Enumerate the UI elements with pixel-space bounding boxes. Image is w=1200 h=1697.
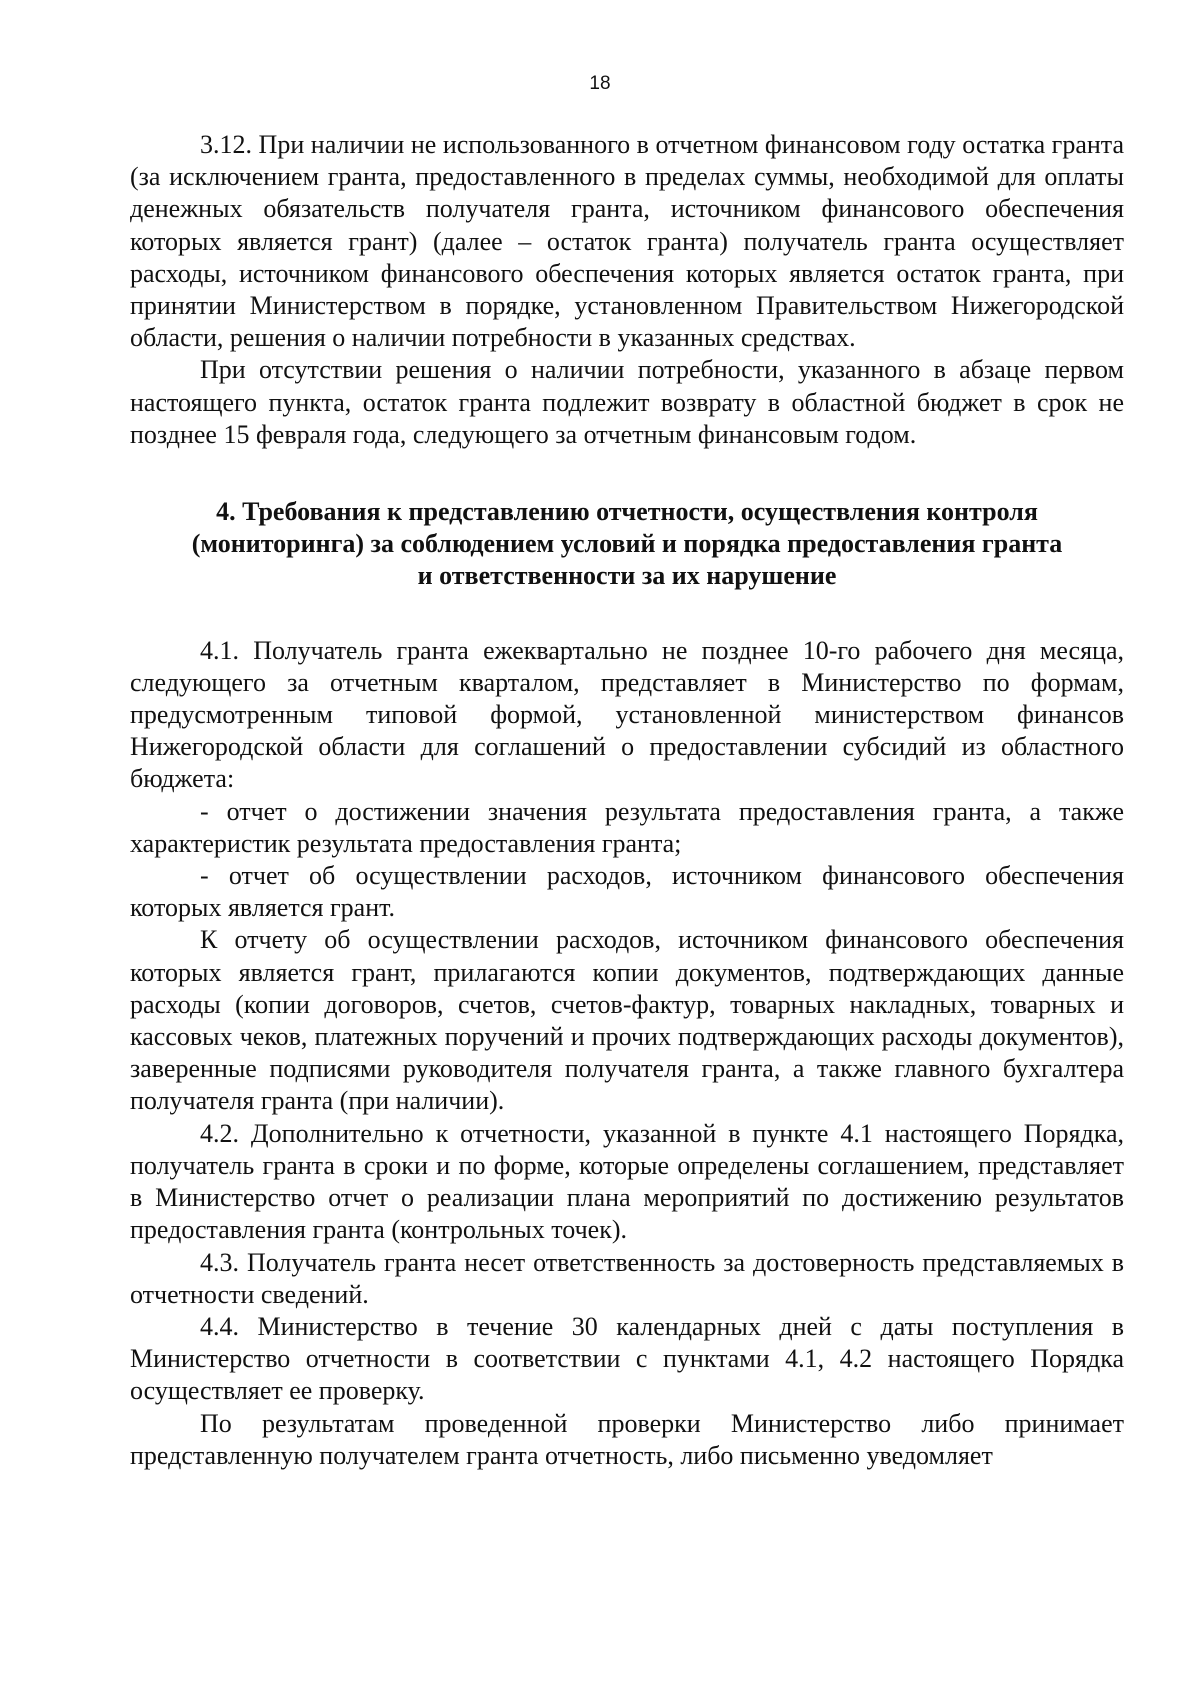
section-heading-line: 4. Требования к представлению отчетности, осуществления контроля: [216, 497, 1038, 527]
paragraph-3-12: 3.12. При наличии не использованного в отчетном финансовом году остатка гранта (за исключением гранта, предоставленного в пределах суммы, необходимой для оплаты денежных обязательств получателя гранта, источником финансового обеспечения которых является грант) (далее – остаток гранта) получатель гранта осуществляет расходы, источником финансового обеспечения которых является остаток гранта, при принятии Министерством в порядке, установленном Правительством Нижегородской области, решения о наличии потребности в указанных средствах.: [130, 130, 1124, 353]
paragraph-4-4: 4.4. Министерство в течение 30 календарных дней с даты поступления в Министерство отчетности в соответствии с пунктами 4.1, 4.2 настоящего Порядка осуществляет ее проверку.: [130, 1311, 1124, 1406]
list-item-report-expenses: - отчет об осуществлении расходов, источником финансового обеспечения которых является грант.: [130, 861, 1124, 923]
list-item-report-result: - отчет о достижении значения результата предоставления гранта, а также характеристик результата предоставления гранта;: [130, 796, 1124, 858]
paragraph-check-results: По результатам проведенной проверки Министерство либо принимает представленную получателем гранта отчетность, либо письменно уведомляет: [130, 1408, 1124, 1470]
paragraph-4-3: 4.3. Получатель гранта несет ответственность за достоверность представляемых в отчетности сведений.: [130, 1247, 1124, 1309]
paragraph-4-1: 4.1. Получатель гранта ежеквартально не позднее 10-го рабочего дня месяца, следующего за отчетным кварталом, представляет в Министерство по формам, предусмотренным типовой формой, установленной министерством финансов Нижегородской области для соглашений о предоставлении субсидий из областного бюджета:: [130, 635, 1124, 794]
section-4-heading: [130, 496, 1124, 593]
paragraph-report-attachments: К отчету об осуществлении расходов, источником финансового обеспечения которых является грант, прилагаются копии документов, подтверждающих данные расходы (копии договоров, счетов, счетов-фактур, товарных накладных, товарных и кассовых чеков, платежных поручений и прочих подтверждающих расходы документов), заверенные подписями руководителя получателя гранта, а также главного бухгалтера получателя гранта (при наличии).: [130, 925, 1124, 1116]
page-number: 18: [589, 73, 611, 94]
section-heading-line: и ответственности за их нарушение: [417, 561, 837, 591]
paragraph-4-2: 4.2. Дополнительно к отчетности, указанной в пункте 4.1 настоящего Порядка, получатель гранта в сроки и по форме, которые определены соглашением, представляет в Министерство отчет о реализации плана мероприятий по достижению результатов предоставления гранта (контрольных точек).: [130, 1118, 1124, 1245]
section-heading-line: (мониторинга) за соблюдением условий и порядка предоставления гранта: [191, 529, 1063, 559]
paragraph-3-12-continued: При отсутствии решения о наличии потребности, указанного в абзаце первом настоящего пункта, остаток гранта подлежит возврату в областной бюджет в срок не позднее 15 февраля года, следующего за отчетным финансовым годом.: [130, 355, 1124, 449]
page-body: [130, 129, 1124, 1472]
